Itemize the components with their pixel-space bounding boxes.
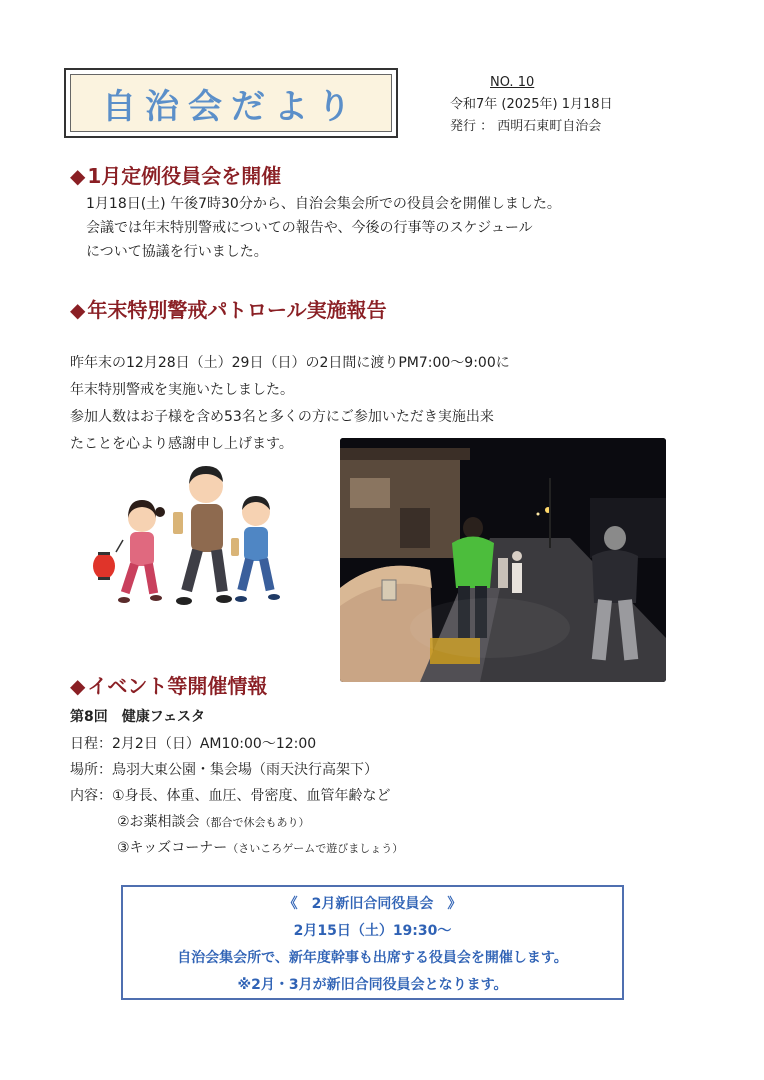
paragraph-line: 昨年末の12月28日（土）29日（日）の2日間に渡りPM7:00～9:00に xyxy=(70,355,510,371)
issue-date: 令和7年 (2025年) 1月18日 xyxy=(450,97,613,112)
notice-description: 自治会集会所で、新年度幹事も出席する役員会を開催します。 xyxy=(177,950,568,966)
night-patrol-photo xyxy=(340,438,666,682)
paragraph-line: 年末特別警戒を実施いたしました。 xyxy=(70,382,294,398)
notice-remark: ※2月・3月が新旧合同役員会となります。 xyxy=(237,977,508,993)
issue-number: NO. 10 xyxy=(490,75,535,90)
event-content-3: ③キッズコーナー（さいころゲームで遊びましょう） xyxy=(117,840,404,856)
section3-heading: ◆ イベント等開催情報 xyxy=(70,674,268,698)
issue-info xyxy=(450,72,680,138)
event-content-2: ②お薬相談会（都合で休会もあり） xyxy=(117,814,310,830)
paragraph-line: 1月18日(土) 午後7時30分から、自治会集会所での役員会を開催しました。 xyxy=(86,196,561,212)
event-title: 第8回 健康フェスタ xyxy=(70,709,206,725)
paragraph-line: 参加人数はお子様を含め53名と多くの方にご参加いただき実施出来 xyxy=(70,409,494,425)
notice-date: 2月15日（土）19:30～ xyxy=(293,923,452,939)
section1-body xyxy=(86,192,561,264)
event-schedule: 日程：2月2日（日）AM10:00～12:00 xyxy=(70,736,317,752)
diamond-icon: ◆ xyxy=(70,298,86,322)
kids-patrol-illustration xyxy=(88,460,288,615)
publisher: 発行 ： 西明石東町自治会 xyxy=(450,119,602,134)
diamond-icon: ◆ xyxy=(70,674,86,698)
event-content-1: 内容：①身長、体重、血圧、骨密度、血管年齢など xyxy=(70,788,391,804)
diamond-icon: ◆ xyxy=(70,164,86,188)
newsletter-title-box xyxy=(64,68,398,138)
event-venue: 場所：鳥羽大東公園・集会場（雨天決行高架下） xyxy=(70,762,378,778)
paragraph-line: について協議を行いました。 xyxy=(86,244,268,260)
section2-heading: ◆ 年末特別警戒パトロール実施報告 xyxy=(70,298,387,322)
paragraph-line: たことを心より感謝申し上げます。 xyxy=(70,436,293,452)
notice-title: 《 2月新旧合同役員会 》 xyxy=(283,896,462,912)
section1-heading: ◆ 1月定例役員会を開催 xyxy=(70,164,282,188)
newsletter-title: 自治会だより xyxy=(70,74,392,132)
notice-box xyxy=(121,885,624,1000)
paragraph-line: 会議では年末特別警戒についての報告や、今後の行事等のスケジュール xyxy=(86,220,533,236)
